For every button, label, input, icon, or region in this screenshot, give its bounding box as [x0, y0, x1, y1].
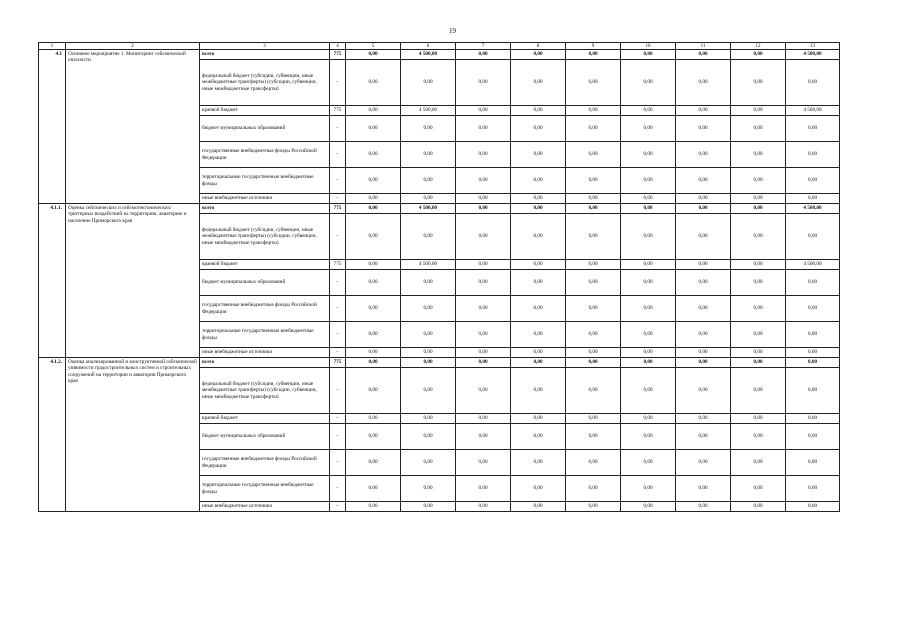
amount-cell: 0,00 — [786, 116, 840, 142]
amount-cell: 0,00 — [456, 60, 511, 106]
amount-cell: 0,00 — [566, 106, 621, 116]
amount-cell: 0,00 — [621, 142, 676, 168]
amount-cell: 0,00 — [621, 450, 676, 476]
table-row — [39, 358, 840, 368]
header-row — [39, 43, 840, 50]
amount-cell: 0,00 — [346, 260, 401, 270]
amount-cell: 0,00 — [566, 116, 621, 142]
amount-cell: 0,00 — [346, 322, 401, 348]
amount-cell: 0,00 — [731, 60, 786, 106]
amount-cell: 4 500,00 — [786, 106, 840, 116]
amount-cell: 0,00 — [621, 116, 676, 142]
amount-cell: 0,00 — [401, 358, 456, 368]
amount-cell: 0,00 — [346, 296, 401, 322]
item-code: 4.1.1. — [39, 204, 66, 358]
funding-source: федеральный бюджет (субсидии, субвенции, иные межбюджетные трансферты) (субсидии, субвенции, иные межбюджетные трансферты) — [200, 214, 330, 260]
funding-source: иные внебюджетные источники — [200, 502, 330, 512]
amount-cell: 0,00 — [401, 116, 456, 142]
amount-cell: 0,00 — [676, 414, 731, 424]
amount-cell: 0,00 — [676, 50, 731, 60]
amount-cell: 0,00 — [511, 322, 566, 348]
amount-cell: 0,00 — [566, 450, 621, 476]
code-cell: - — [330, 348, 346, 358]
amount-cell: 0,00 — [621, 424, 676, 450]
amount-cell: 0,00 — [621, 50, 676, 60]
amount-cell: 0,00 — [511, 106, 566, 116]
amount-cell: 0,00 — [731, 348, 786, 358]
funding-source: государственные внебюджетные фонды Российской Федерации — [200, 142, 330, 168]
amount-cell: 0,00 — [401, 60, 456, 106]
amount-cell: 0,00 — [676, 116, 731, 142]
amount-cell: 0,00 — [786, 60, 840, 106]
header-cell: 10 — [621, 43, 676, 50]
item-name: Основное мероприятие 1. Мониторинг сейсмической опасности — [66, 50, 200, 204]
amount-cell: 0,00 — [786, 476, 840, 502]
amount-cell: 0,00 — [401, 348, 456, 358]
funding-source: бюджет муниципальных образований — [200, 116, 330, 142]
funding-source: иные внебюджетные источники — [200, 194, 330, 204]
amount-cell: 0,00 — [786, 450, 840, 476]
code-cell: 775 — [330, 358, 346, 368]
funding-source: бюджет муниципальных образований — [200, 270, 330, 296]
amount-cell: 0,00 — [511, 142, 566, 168]
amount-cell: 0,00 — [786, 414, 840, 424]
amount-cell: 0,00 — [731, 476, 786, 502]
code-cell: - — [330, 424, 346, 450]
amount-cell: 0,00 — [401, 502, 456, 512]
amount-cell: 0,00 — [676, 142, 731, 168]
amount-cell: 0,00 — [621, 60, 676, 106]
amount-cell: 0,00 — [511, 50, 566, 60]
amount-cell: 0,00 — [401, 168, 456, 194]
amount-cell: 0,00 — [676, 204, 731, 214]
item-name: Оценка сейсмических и сейсмотектонических/триггерных воздействий на территорию, акваторию и население Приморского края — [66, 204, 200, 358]
amount-cell: 0,00 — [346, 168, 401, 194]
amount-cell: 0,00 — [456, 270, 511, 296]
amount-cell: 0,00 — [346, 414, 401, 424]
item-name: Оценка анализированной и конструктивной сейсмической уязвимости градостроительных систем и строительных сооружений на территории и акватории Приморского края — [66, 358, 200, 512]
amount-cell: 0,00 — [346, 106, 401, 116]
header-cell: 12 — [731, 43, 786, 50]
amount-cell: 0,00 — [621, 270, 676, 296]
amount-cell: 0,00 — [621, 204, 676, 214]
amount-cell: 0,00 — [346, 358, 401, 368]
funding-source: краевой бюджет — [200, 260, 330, 270]
amount-cell: 0,00 — [566, 502, 621, 512]
amount-cell: 0,00 — [676, 60, 731, 106]
amount-cell: 0,00 — [456, 260, 511, 270]
amount-cell: 0,00 — [566, 214, 621, 260]
amount-cell: 0,00 — [456, 414, 511, 424]
amount-cell: 4 500,00 — [401, 204, 456, 214]
amount-cell: 0,00 — [676, 322, 731, 348]
amount-cell: 0,00 — [621, 168, 676, 194]
amount-cell: 0,00 — [731, 168, 786, 194]
amount-cell: 0,00 — [346, 142, 401, 168]
amount-cell: 0,00 — [346, 450, 401, 476]
amount-cell: 0,00 — [346, 116, 401, 142]
table-row — [39, 204, 840, 214]
funding-source: бюджет муниципальных образований — [200, 424, 330, 450]
amount-cell: 0,00 — [511, 348, 566, 358]
amount-cell: 0,00 — [731, 322, 786, 348]
code-cell: - — [330, 450, 346, 476]
amount-cell: 0,00 — [401, 424, 456, 450]
amount-cell: 0,00 — [456, 368, 511, 414]
amount-cell: 0,00 — [401, 142, 456, 168]
amount-cell: 0,00 — [456, 214, 511, 260]
amount-cell: 0,00 — [346, 502, 401, 512]
amount-cell: 0,00 — [346, 368, 401, 414]
amount-cell: 0,00 — [731, 142, 786, 168]
amount-cell: 0,00 — [401, 214, 456, 260]
amount-cell: 0,00 — [456, 450, 511, 476]
amount-cell: 0,00 — [401, 476, 456, 502]
amount-cell: 0,00 — [456, 116, 511, 142]
amount-cell: 0,00 — [786, 270, 840, 296]
amount-cell: 0,00 — [566, 414, 621, 424]
code-cell: - — [330, 168, 346, 194]
funding-table — [38, 42, 840, 512]
amount-cell: 0,00 — [676, 194, 731, 204]
funding-source: краевой бюджет — [200, 414, 330, 424]
amount-cell: 4 500,00 — [401, 106, 456, 116]
amount-cell: 0,00 — [401, 194, 456, 204]
amount-cell: 0,00 — [566, 368, 621, 414]
amount-cell: 0,00 — [566, 322, 621, 348]
amount-cell: 0,00 — [731, 450, 786, 476]
header-cell: 3 — [200, 43, 330, 50]
amount-cell: 0,00 — [566, 424, 621, 450]
amount-cell: 0,00 — [346, 204, 401, 214]
page-number: 19 — [449, 27, 456, 35]
amount-cell: 0,00 — [566, 194, 621, 204]
funding-source: всего — [200, 358, 330, 368]
amount-cell: 0,00 — [621, 260, 676, 270]
amount-cell: 0,00 — [676, 424, 731, 450]
amount-cell: 0,00 — [401, 368, 456, 414]
funding-source: территориальные государственные внебюджетные фонды — [200, 322, 330, 348]
amount-cell: 0,00 — [511, 204, 566, 214]
amount-cell: 0,00 — [511, 450, 566, 476]
code-cell: - — [330, 60, 346, 106]
amount-cell: 0,00 — [676, 368, 731, 414]
amount-cell: 0,00 — [456, 296, 511, 322]
funding-source: федеральный бюджет (субсидии, субвенции, иные межбюджетные трансферты) (субсидии, субвенции, иные межбюджетные трансферты) — [200, 60, 330, 106]
funding-source: всего — [200, 204, 330, 214]
amount-cell: 0,00 — [346, 60, 401, 106]
code-cell: - — [330, 476, 346, 502]
amount-cell: 0,00 — [511, 194, 566, 204]
amount-cell: 0,00 — [621, 476, 676, 502]
amount-cell: 0,00 — [566, 296, 621, 322]
amount-cell: 0,00 — [676, 296, 731, 322]
amount-cell: 0,00 — [456, 194, 511, 204]
amount-cell: 0,00 — [511, 368, 566, 414]
amount-cell: 0,00 — [401, 414, 456, 424]
amount-cell: 0,00 — [731, 214, 786, 260]
amount-cell: 0,00 — [786, 142, 840, 168]
amount-cell: 0,00 — [731, 296, 786, 322]
amount-cell: 0,00 — [346, 424, 401, 450]
amount-cell: 0,00 — [566, 358, 621, 368]
amount-cell: 0,00 — [456, 142, 511, 168]
amount-cell: 0,00 — [676, 168, 731, 194]
amount-cell: 4 500,00 — [786, 204, 840, 214]
funding-source: всего — [200, 50, 330, 60]
amount-cell: 0,00 — [566, 168, 621, 194]
amount-cell: 0,00 — [786, 348, 840, 358]
amount-cell: 0,00 — [511, 476, 566, 502]
amount-cell: 0,00 — [401, 270, 456, 296]
code-cell: - — [330, 322, 346, 348]
code-cell: 775 — [330, 50, 346, 60]
amount-cell: 4 500,00 — [786, 50, 840, 60]
amount-cell: 0,00 — [676, 214, 731, 260]
amount-cell: 0,00 — [566, 142, 621, 168]
amount-cell: 0,00 — [566, 60, 621, 106]
amount-cell: 0,00 — [566, 270, 621, 296]
amount-cell: 0,00 — [786, 424, 840, 450]
amount-cell: 0,00 — [511, 168, 566, 194]
amount-cell: 0,00 — [456, 204, 511, 214]
amount-cell: 0,00 — [511, 358, 566, 368]
code-cell: - — [330, 214, 346, 260]
amount-cell: 0,00 — [621, 106, 676, 116]
amount-cell: 0,00 — [731, 368, 786, 414]
header-cell: 7 — [456, 43, 511, 50]
amount-cell: 0,00 — [621, 502, 676, 512]
code-cell: - — [330, 502, 346, 512]
amount-cell: 0,00 — [676, 270, 731, 296]
header-cell: 6 — [401, 43, 456, 50]
amount-cell: 0,00 — [566, 204, 621, 214]
amount-cell: 0,00 — [676, 450, 731, 476]
header-cell: 11 — [676, 43, 731, 50]
amount-cell: 0,00 — [676, 260, 731, 270]
code-cell: - — [330, 142, 346, 168]
amount-cell: 0,00 — [346, 214, 401, 260]
amount-cell: 4 500,00 — [401, 50, 456, 60]
code-cell: - — [330, 116, 346, 142]
amount-cell: 0,00 — [731, 50, 786, 60]
header-cell: 5 — [346, 43, 401, 50]
amount-cell: 0,00 — [566, 50, 621, 60]
amount-cell: 0,00 — [786, 358, 840, 368]
amount-cell: 0,00 — [456, 50, 511, 60]
amount-cell: 0,00 — [676, 348, 731, 358]
amount-cell: 0,00 — [731, 260, 786, 270]
amount-cell: 0,00 — [731, 116, 786, 142]
amount-cell: 0,00 — [676, 358, 731, 368]
table-row — [39, 50, 840, 60]
amount-cell: 0,00 — [621, 414, 676, 424]
code-cell: - — [330, 194, 346, 204]
amount-cell: 0,00 — [566, 348, 621, 358]
amount-cell: 0,00 — [786, 502, 840, 512]
funding-source: территориальные государственные внебюджетные фонды — [200, 168, 330, 194]
amount-cell: 0,00 — [621, 296, 676, 322]
amount-cell: 0,00 — [456, 348, 511, 358]
amount-cell: 0,00 — [511, 60, 566, 106]
code-cell: 775 — [330, 204, 346, 214]
code-cell: - — [330, 270, 346, 296]
amount-cell: 4 500,00 — [401, 260, 456, 270]
amount-cell: 0,00 — [346, 270, 401, 296]
amount-cell: 0,00 — [566, 260, 621, 270]
amount-cell: 0,00 — [346, 50, 401, 60]
header-cell: 13 — [786, 43, 840, 50]
amount-cell: 0,00 — [456, 322, 511, 348]
amount-cell: 0,00 — [731, 204, 786, 214]
code-cell: - — [330, 368, 346, 414]
amount-cell: 0,00 — [346, 348, 401, 358]
amount-cell: 0,00 — [511, 270, 566, 296]
amount-cell: 0,00 — [456, 168, 511, 194]
header-cell: 8 — [511, 43, 566, 50]
amount-cell: 0,00 — [731, 502, 786, 512]
amount-cell: 0,00 — [456, 476, 511, 502]
amount-cell: 0,00 — [731, 270, 786, 296]
amount-cell: 0,00 — [456, 106, 511, 116]
amount-cell: 0,00 — [621, 358, 676, 368]
funding-source: иные внебюджетные источники — [200, 348, 330, 358]
item-code: 4.1.2. — [39, 358, 66, 512]
code-cell: 775 — [330, 106, 346, 116]
amount-cell: 0,00 — [511, 296, 566, 322]
funding-source: государственные внебюджетные фонды Российской Федерации — [200, 296, 330, 322]
amount-cell: 0,00 — [731, 414, 786, 424]
funding-source: территориальные государственные внебюджетные фонды — [200, 476, 330, 502]
amount-cell: 0,00 — [676, 106, 731, 116]
amount-cell: 0,00 — [786, 296, 840, 322]
amount-cell: 0,00 — [786, 194, 840, 204]
amount-cell: 0,00 — [676, 476, 731, 502]
header-cell: 2 — [66, 43, 200, 50]
amount-cell: 0,00 — [346, 476, 401, 502]
amount-cell: 0,00 — [401, 296, 456, 322]
amount-cell: 0,00 — [731, 358, 786, 368]
code-cell: - — [330, 414, 346, 424]
amount-cell: 0,00 — [786, 368, 840, 414]
amount-cell: 0,00 — [731, 106, 786, 116]
funding-source: краевой бюджет — [200, 106, 330, 116]
amount-cell: 0,00 — [456, 424, 511, 450]
amount-cell: 0,00 — [511, 502, 566, 512]
code-cell: 775 — [330, 260, 346, 270]
amount-cell: 0,00 — [621, 368, 676, 414]
amount-cell: 0,00 — [511, 424, 566, 450]
amount-cell: 0,00 — [511, 414, 566, 424]
amount-cell: 0,00 — [621, 214, 676, 260]
amount-cell: 0,00 — [456, 358, 511, 368]
amount-cell: 0,00 — [786, 168, 840, 194]
header-cell: 4 — [330, 43, 346, 50]
amount-cell: 4 500,00 — [786, 260, 840, 270]
code-cell: - — [330, 296, 346, 322]
amount-cell: 0,00 — [511, 214, 566, 260]
amount-cell: 0,00 — [786, 214, 840, 260]
item-code: 4.1 — [39, 50, 66, 204]
funding-source: государственные внебюджетные фонды Российской Федерации — [200, 450, 330, 476]
amount-cell: 0,00 — [401, 450, 456, 476]
funding-source: федеральный бюджет (субсидии, субвенции, иные межбюджетные трансферты) (субсидии, субвенции, иные межбюджетные трансферты) — [200, 368, 330, 414]
amount-cell: 0,00 — [621, 322, 676, 348]
amount-cell: 0,00 — [346, 194, 401, 204]
amount-cell: 0,00 — [566, 476, 621, 502]
amount-cell: 0,00 — [731, 194, 786, 204]
amount-cell: 0,00 — [511, 116, 566, 142]
header-cell: 9 — [566, 43, 621, 50]
amount-cell: 0,00 — [621, 194, 676, 204]
amount-cell: 0,00 — [786, 322, 840, 348]
amount-cell: 0,00 — [511, 260, 566, 270]
amount-cell: 0,00 — [621, 348, 676, 358]
amount-cell: 0,00 — [401, 322, 456, 348]
amount-cell: 0,00 — [676, 502, 731, 512]
amount-cell: 0,00 — [731, 424, 786, 450]
amount-cell: 0,00 — [456, 502, 511, 512]
header-cell: 1 — [39, 43, 66, 50]
